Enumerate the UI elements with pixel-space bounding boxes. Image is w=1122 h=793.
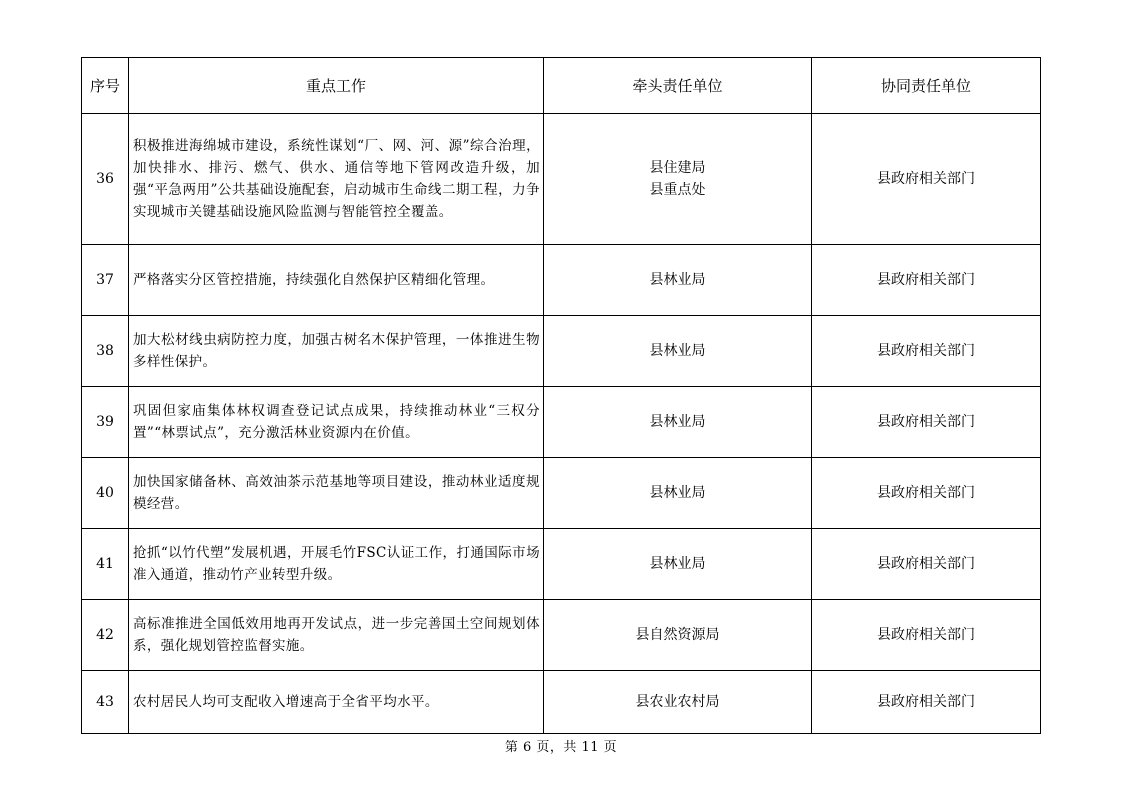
lead-unit-name: 县重点处 (649, 182, 706, 198)
row-serial-no: 41 (82, 529, 129, 600)
lead-unit-name: 县林业局 (649, 343, 706, 359)
header-key-work: 重点工作 (129, 58, 544, 114)
table-row (82, 529, 1041, 600)
row-serial-no: 37 (82, 245, 129, 316)
row-key-work: 加快国家储备林、高效油茶示范基地等项目建设，推动林业适度规模经营。 (129, 458, 544, 529)
row-key-work: 巩固但家庙集体林权调查登记试点成果，持续推动林业“三权分置”“林票试点”，充分激活林业资源内在价值。 (129, 387, 544, 458)
row-key-work: 农村居民人均可支配收入增速高于全省平均水平。 (129, 671, 544, 734)
row-lead-unit (544, 387, 812, 458)
row-key-work: 积极推进海绵城市建设，系统性谋划“厂、网、河、源”综合治理，加快排水、排污、燃气、供水、通信等地下管网改造升级，加强“平急两用”公共基础设施配套，启动城市生命线二期工程，力争实现城市关键基础设施风险监测与智能管控全覆盖。 (129, 114, 544, 245)
header-serial-no: 序号 (82, 58, 129, 114)
table-row (82, 316, 1041, 387)
table-row (82, 387, 1041, 458)
row-cooperating-unit: 县政府相关部门 (812, 245, 1041, 316)
row-key-work: 抢抓“以竹代塑”发展机遇，开展毛竹FSC认证工作，打通国际市场准入通道，推动竹产业转型升级。 (129, 529, 544, 600)
row-cooperating-unit: 县政府相关部门 (812, 114, 1041, 245)
header-cooperating-unit: 协同责任单位 (812, 58, 1041, 114)
lead-unit-name: 县农业农村局 (635, 694, 720, 710)
row-lead-unit (544, 529, 812, 600)
lead-unit-name: 县林业局 (649, 556, 706, 572)
row-cooperating-unit: 县政府相关部门 (812, 529, 1041, 600)
row-lead-unit (544, 600, 812, 671)
lead-unit-name: 县林业局 (649, 272, 706, 288)
lead-unit-name: 县林业局 (649, 414, 706, 430)
row-serial-no: 38 (82, 316, 129, 387)
row-key-work: 加大松材线虫病防控力度，加强古树名木保护管理，一体推进生物多样性保护。 (129, 316, 544, 387)
lead-unit-name: 县林业局 (649, 485, 706, 501)
row-cooperating-unit: 县政府相关部门 (812, 387, 1041, 458)
table-header-row (82, 58, 1041, 114)
row-serial-no: 36 (82, 114, 129, 245)
row-lead-unit (544, 245, 812, 316)
lead-unit-name: 县住建局 (649, 160, 706, 176)
table-row (82, 671, 1041, 734)
row-lead-unit (544, 114, 812, 245)
row-cooperating-unit: 县政府相关部门 (812, 671, 1041, 734)
row-serial-no: 40 (82, 458, 129, 529)
table-body (82, 114, 1041, 734)
row-serial-no: 43 (82, 671, 129, 734)
table-row (82, 114, 1041, 245)
row-cooperating-unit: 县政府相关部门 (812, 316, 1041, 387)
lead-unit-name: 县自然资源局 (635, 627, 720, 643)
row-lead-unit (544, 671, 812, 734)
row-serial-no: 39 (82, 387, 129, 458)
work-table (81, 57, 1041, 734)
row-cooperating-unit: 县政府相关部门 (812, 600, 1041, 671)
table-row (82, 458, 1041, 529)
row-key-work: 高标准推进全国低效用地再开发试点，进一步完善国土空间规划体系，强化规划管控监督实施。 (129, 600, 544, 671)
row-cooperating-unit: 县政府相关部门 (812, 458, 1041, 529)
row-lead-unit (544, 458, 812, 529)
row-serial-no: 42 (82, 600, 129, 671)
header-lead-unit: 牵头责任单位 (544, 58, 812, 114)
table-row (82, 600, 1041, 671)
row-lead-unit (544, 316, 812, 387)
page-footer: 第 6 页，共 11 页 (504, 740, 618, 755)
row-key-work: 严格落实分区管控措施，持续强化自然保护区精细化管理。 (129, 245, 544, 316)
table-row (82, 245, 1041, 316)
